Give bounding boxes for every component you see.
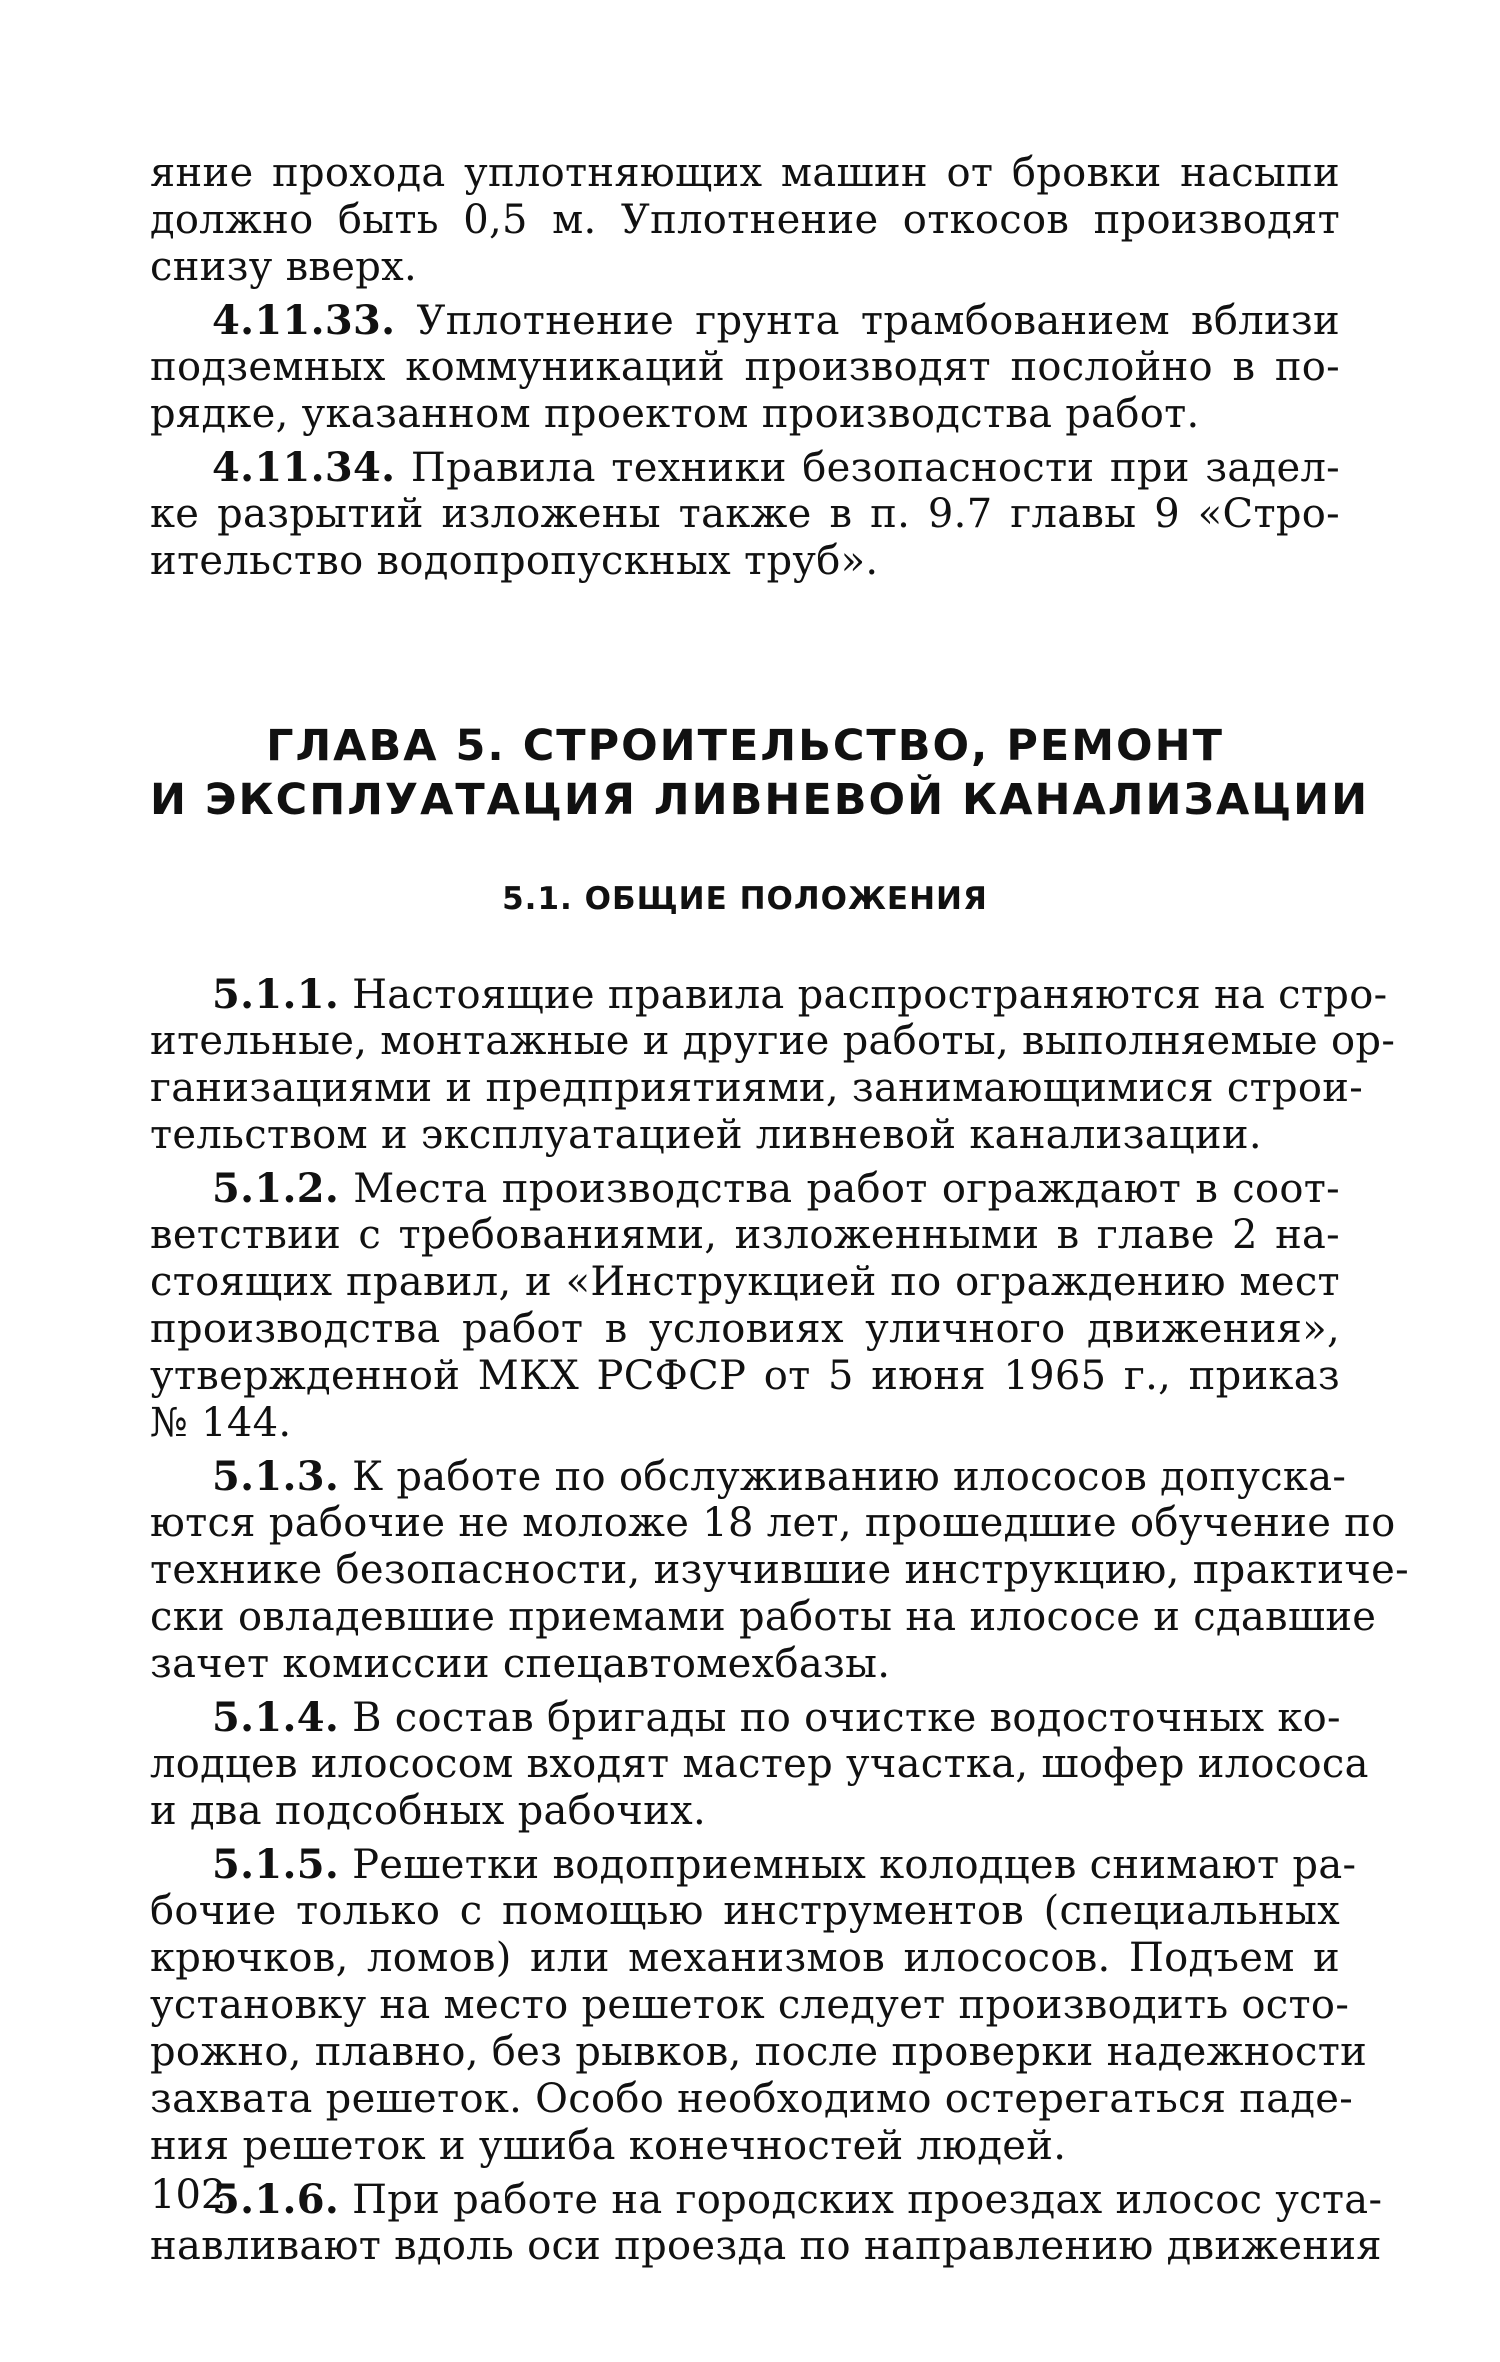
text-line: ке разрытий изложены также в п. 9.7 главы 9 «Стро-	[150, 491, 1340, 537]
text-line: ски овладевшие приемами работы на илососе и сдавшие	[150, 1594, 1377, 1640]
text-line: ются рабочие не моложе 18 лет, прошедшие обучение по	[150, 1500, 1396, 1546]
paragraph-number: 5.1.1.	[212, 971, 340, 1018]
section-title: 5.1. ОБЩИЕ ПОЛОЖЕНИЯ	[502, 881, 988, 917]
page-content	[150, 150, 1409, 2270]
text-line	[150, 1841, 1357, 1888]
paragraph-5-1-5	[150, 1841, 1368, 2170]
paragraph-number: 5.1.4.	[212, 1694, 340, 1741]
line-text: При работе на городских проездах илосос уста-	[352, 2177, 1383, 2223]
text-line: № 144.	[150, 1400, 292, 1446]
line-text: Места производства работ ограждают в соот-	[353, 1166, 1340, 1212]
paragraph-number: 5.1.2.	[212, 1165, 340, 1212]
paragraph-5-1-1	[150, 971, 1396, 1159]
line-text: Настоящие правила распространяются на стро-	[352, 972, 1388, 1018]
line-text: К работе по обслуживанию илососов допуска-	[352, 1454, 1347, 1500]
text-line: рядке, указанном проектом производства работ.	[150, 391, 1200, 437]
paragraph-number: 5.1.6.	[212, 2176, 340, 2223]
text-line: крючков, ломов) или механизмов илососов. Подъем и	[150, 1935, 1340, 1981]
paragraph-5-1-6	[150, 2176, 1383, 2270]
chapter-heading	[150, 719, 1370, 919]
chapter-title-line-2: И ЭКСПЛУАТАЦИЯ ЛИВНЕВОЙ КАНАЛИЗАЦИИ	[150, 775, 1370, 825]
chapter-title-line-1: ГЛАВА 5. СТРОИТЕЛЬСТВО, РЕМОНТ	[266, 721, 1224, 771]
text-line: технике безопасности, изучившие инструкцию, практиче-	[150, 1547, 1409, 1593]
text-line: стоящих правил, и «Инструкцией по ограждению мест	[150, 1259, 1340, 1305]
text-line: яние прохода уплотняющих машин от бровки насыпи	[150, 150, 1340, 196]
text-line: тельством и эксплуатацией ливневой канализации.	[150, 1112, 1262, 1158]
text-line: захвата решеток. Особо необходимо остерегаться паде-	[150, 2076, 1354, 2122]
text-line	[150, 444, 1340, 491]
paragraph-4-11-34	[150, 444, 1340, 585]
paragraph-number: 5.1.5.	[212, 1841, 340, 1888]
text-line: ительство водопропускных труб».	[150, 538, 879, 584]
text-line	[150, 1165, 1340, 1212]
text-line: лодцев илососом входят мастер участка, шофер илососа	[150, 1741, 1369, 1787]
paragraph-number: 4.11.34.	[212, 444, 396, 491]
text-line: подземных коммуникаций производят послойно в по-	[150, 344, 1340, 390]
text-line	[150, 2176, 1383, 2223]
continuation-paragraph	[150, 150, 1340, 291]
text-line: утвержденной МКХ РСФСР от 5 июня 1965 г., приказ	[150, 1353, 1340, 1399]
text-line: ния решеток и ушиба конечностей людей.	[150, 2123, 1067, 2169]
text-line: должно быть 0,5 м. Уплотнение откосов производят	[150, 197, 1340, 243]
text-line: снизу вверх.	[150, 244, 417, 290]
text-line	[150, 297, 1340, 344]
page-number: 102	[150, 2172, 227, 2218]
text-line: ганизациями и предприятиями, занимающимися строи-	[150, 1065, 1364, 1111]
text-line: зачет комиссии спецавтомехбазы.	[150, 1641, 891, 1687]
paragraph-5-1-4	[150, 1694, 1369, 1835]
text-line	[150, 1453, 1347, 1500]
text-line: рожно, плавно, без рывков, после проверки надежности	[150, 2029, 1368, 2075]
paragraph-4-11-33	[150, 297, 1340, 438]
paragraph-5-1-3	[150, 1453, 1409, 1688]
text-line: навливают вдоль оси проезда по направлению движения	[150, 2223, 1382, 2269]
text-line: ветствии с требованиями, изложенными в главе 2 на-	[150, 1212, 1340, 1258]
line-text: В состав бригады по очистке водосточных ко-	[352, 1695, 1341, 1741]
text-line	[150, 971, 1388, 1018]
paragraph-5-1-2	[150, 1165, 1340, 1447]
text-line	[150, 1694, 1340, 1741]
text-line: и два подсобных рабочих.	[150, 1788, 706, 1834]
line-text: Решетки водоприемных колодцев снимают ра-	[352, 1842, 1357, 1888]
text-line: установку на место решеток следует производить осто-	[150, 1982, 1350, 2028]
line-text: Правила техники безопасности при задел-	[410, 445, 1340, 491]
text-line: производства работ в условиях уличного движения»,	[150, 1306, 1340, 1352]
paragraph-number: 5.1.3.	[212, 1453, 340, 1500]
line-text: Уплотнение грунта трамбованием вблизи	[416, 298, 1340, 344]
text-line: ительные, монтажные и другие работы, выполняемые ор-	[150, 1018, 1396, 1064]
text-line: бочие только с помощью инструментов (специальных	[150, 1888, 1340, 1934]
paragraph-number: 4.11.33.	[212, 297, 396, 344]
